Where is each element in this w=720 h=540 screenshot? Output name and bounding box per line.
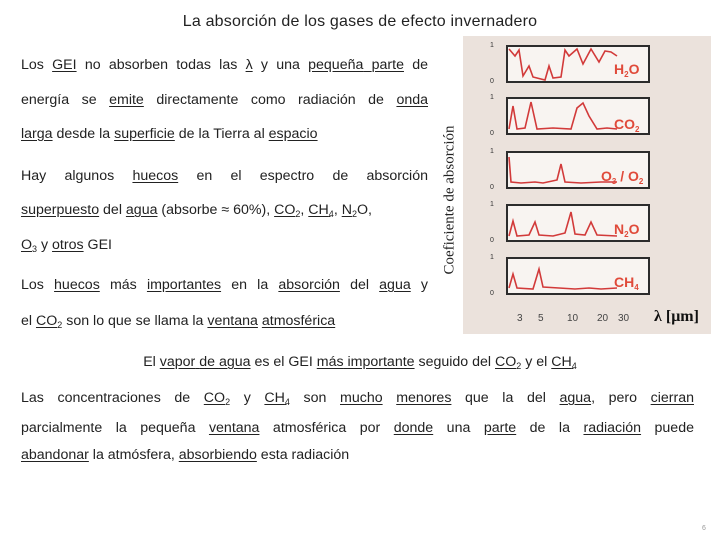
text-line-6: $O_3$ y otros GEI	[21, 237, 112, 254]
tick-0-n2o: 0	[490, 237, 494, 244]
tick-1-h2o: 1	[490, 42, 494, 49]
text-line-7: Los huecos más importantes en la absorción del agua y	[21, 277, 428, 293]
gas-label-co2: $CO_2$	[614, 116, 640, 134]
x-tick-5: 5	[538, 313, 544, 324]
tick-1-ch4: 1	[490, 254, 494, 261]
tick-0-ch4: 0	[490, 290, 494, 297]
tick-0-o3: 0	[490, 184, 494, 191]
x-tick-10: 10	[567, 313, 579, 324]
text-line-1: Los GEI no absorben todas las λ y una pequeña parte de	[21, 57, 428, 73]
bottom-line-1: El vapor de agua es el GEI más importante seguido del $CO_2$ y el $CH_4$	[143, 354, 577, 371]
ch4-curve	[509, 269, 617, 289]
x-tick-30: 30	[618, 313, 630, 324]
tick-1-o3: 1	[490, 148, 494, 155]
gas-label-n2o: $N_2O$	[614, 221, 640, 239]
text-line-2: energía se emite directamente como radiación de onda	[21, 92, 428, 108]
bottom-line-4: abandonar la atmósfera, absorbiendo esta radiación	[21, 447, 350, 463]
page-number: 6	[702, 525, 706, 532]
x-tick-3: 3	[517, 313, 523, 324]
text-line-3: larga desde la superficie de la Tierra al espacio	[21, 126, 318, 142]
absorption-curves	[441, 36, 711, 334]
tick-0-co2: 0	[490, 130, 494, 137]
co2-curve	[509, 102, 617, 129]
text-line-5: superpuesto del agua (absorbe ≈ 60%), $CO_2$, $CH_4$, $N_2O$,	[21, 202, 372, 219]
gas-label-o3: $O_3 / O_2$	[601, 168, 644, 186]
tick-1-n2o: 1	[490, 201, 494, 208]
tick-0-h2o: 0	[490, 78, 494, 85]
absorption-figure	[441, 36, 711, 334]
y-axis-label: Coeficiente de absorción	[441, 125, 458, 275]
h2o-curve	[509, 49, 617, 80]
text-line-4: Hay algunos huecos en el espectro de absorción	[21, 168, 428, 184]
x-tick-20: 20	[597, 313, 609, 324]
gas-label-ch4: $CH_4$	[614, 274, 639, 292]
bottom-line-3: parcialmente la pequeña ventana atmosférica por donde una parte de la radiación puede	[21, 420, 694, 436]
bottom-line-2: Las concentraciones de $CO_2$ y $CH_4$ son mucho menores que la del agua, pero cierran	[21, 390, 694, 407]
tick-1-co2: 1	[490, 94, 494, 101]
n2o-curve	[509, 212, 617, 236]
slide-title: La absorción de los gases de efecto invernadero	[182, 13, 538, 30]
x-axis-label: λ [μm]	[654, 308, 699, 325]
gas-label-h2o: $H_2O$	[614, 61, 640, 79]
text-line-8: el $CO_2$ son lo que se llama la ventana atmosférica	[21, 313, 336, 330]
